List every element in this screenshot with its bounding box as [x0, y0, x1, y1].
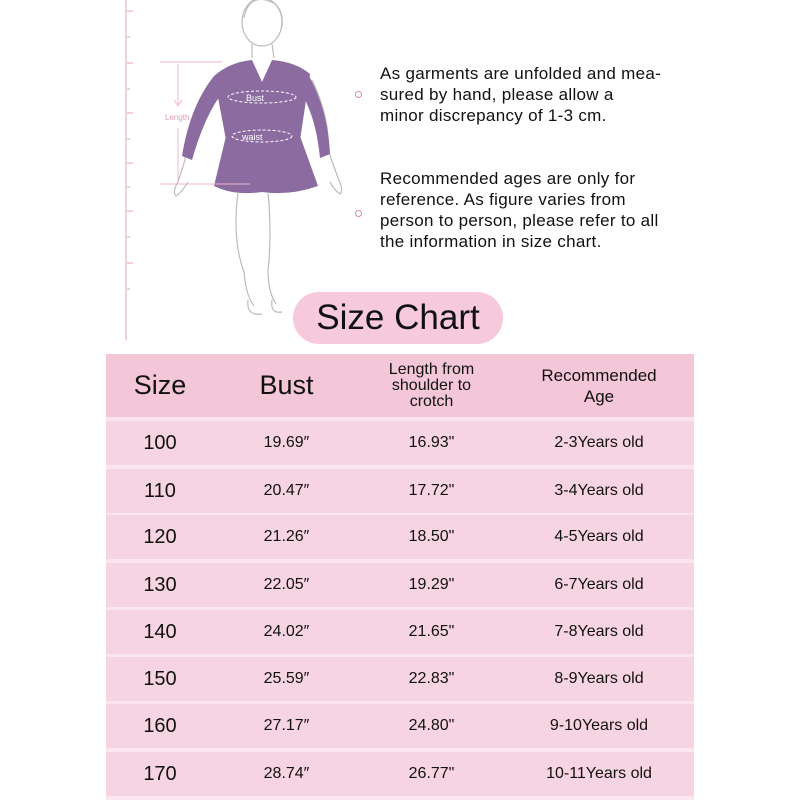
ruler-tick — [125, 62, 133, 64]
cell-size: 110 — [144, 479, 176, 502]
cell-bust: 19.69″ — [263, 434, 310, 451]
table-row — [106, 610, 694, 654]
cell-length: 21.65" — [408, 623, 455, 640]
header-size: Size — [133, 370, 187, 400]
table-row — [106, 752, 694, 796]
cell-age: 8-9Years old — [554, 670, 644, 687]
length-label: Length — [165, 113, 190, 122]
waist-label: waist — [242, 132, 263, 142]
header-bust: Bust — [259, 370, 314, 400]
cell-size: 150 — [143, 667, 177, 690]
cell-size: 170 — [143, 762, 177, 785]
cell-age: 6-7Years old — [554, 576, 644, 593]
cell-length: 24.80" — [408, 717, 455, 734]
ruler-tick — [125, 262, 133, 264]
cell-age: 7-8Years old — [554, 623, 644, 640]
ruler-tick — [125, 88, 130, 90]
size-chart-title: Size Chart — [293, 292, 503, 344]
ruler-tick — [125, 138, 130, 140]
size-table — [106, 354, 694, 800]
cell-size: 120 — [143, 525, 177, 548]
ruler-tick — [125, 186, 130, 188]
table-row — [106, 515, 694, 559]
cell-length: 16.93" — [408, 434, 455, 451]
table-row — [106, 563, 694, 607]
header-age: Recommended Age — [541, 365, 657, 406]
cell-bust: 25.59″ — [263, 670, 310, 687]
header-length: Length from shoulder to crotch — [388, 360, 475, 410]
cell-bust: 24.02″ — [263, 623, 310, 640]
cell-age: 10-11Years old — [546, 765, 652, 782]
ruler-tick — [125, 236, 130, 238]
cell-bust: 27.17″ — [263, 717, 310, 734]
cell-length: 18.50" — [408, 528, 455, 545]
table-header — [106, 354, 694, 417]
table-row — [106, 704, 694, 748]
cell-bust: 22.05″ — [263, 576, 310, 593]
table-row — [106, 469, 694, 513]
table-row — [106, 657, 694, 701]
cell-bust: 28.74″ — [263, 765, 310, 782]
ruler-tick — [125, 112, 133, 114]
cell-age: 3-4Years old — [554, 482, 644, 499]
measuring-ruler — [121, 0, 135, 340]
bullet-dot-icon — [355, 210, 362, 217]
cell-length: 22.83" — [408, 670, 455, 687]
cell-size: 100 — [143, 431, 177, 454]
cell-age: 2-3Years old — [554, 434, 644, 451]
ruler-tick — [125, 210, 133, 212]
cell-size: 160 — [143, 714, 177, 737]
cell-length: 17.72" — [408, 482, 455, 499]
girl-dress-illustration — [140, 0, 360, 330]
cell-age: 4-5Years old — [554, 528, 644, 545]
table-row — [106, 421, 694, 465]
bust-label: Bust — [246, 93, 265, 103]
ruler-tick — [125, 10, 133, 12]
cell-size: 130 — [143, 573, 177, 596]
ruler-tick — [125, 36, 130, 38]
cell-bust: 21.26″ — [263, 528, 310, 545]
bullet-dot-icon — [355, 91, 362, 98]
ruler-tick — [125, 288, 130, 290]
note-text: As garments are unfolded and mea- sured by hand, please allow a minor discrepancy of 1-3 cm. — [380, 64, 662, 125]
note-text: Recommended ages are only for reference. As figure varies from person to person, please refer to all the information in size chart. — [380, 169, 659, 251]
ruler-tick — [125, 162, 133, 164]
cell-length: 26.77" — [408, 765, 455, 782]
cell-length: 19.29" — [408, 576, 455, 593]
cell-size: 140 — [143, 620, 177, 643]
cell-bust: 20.47″ — [263, 482, 310, 499]
cell-age: 9-10Years old — [549, 717, 649, 734]
